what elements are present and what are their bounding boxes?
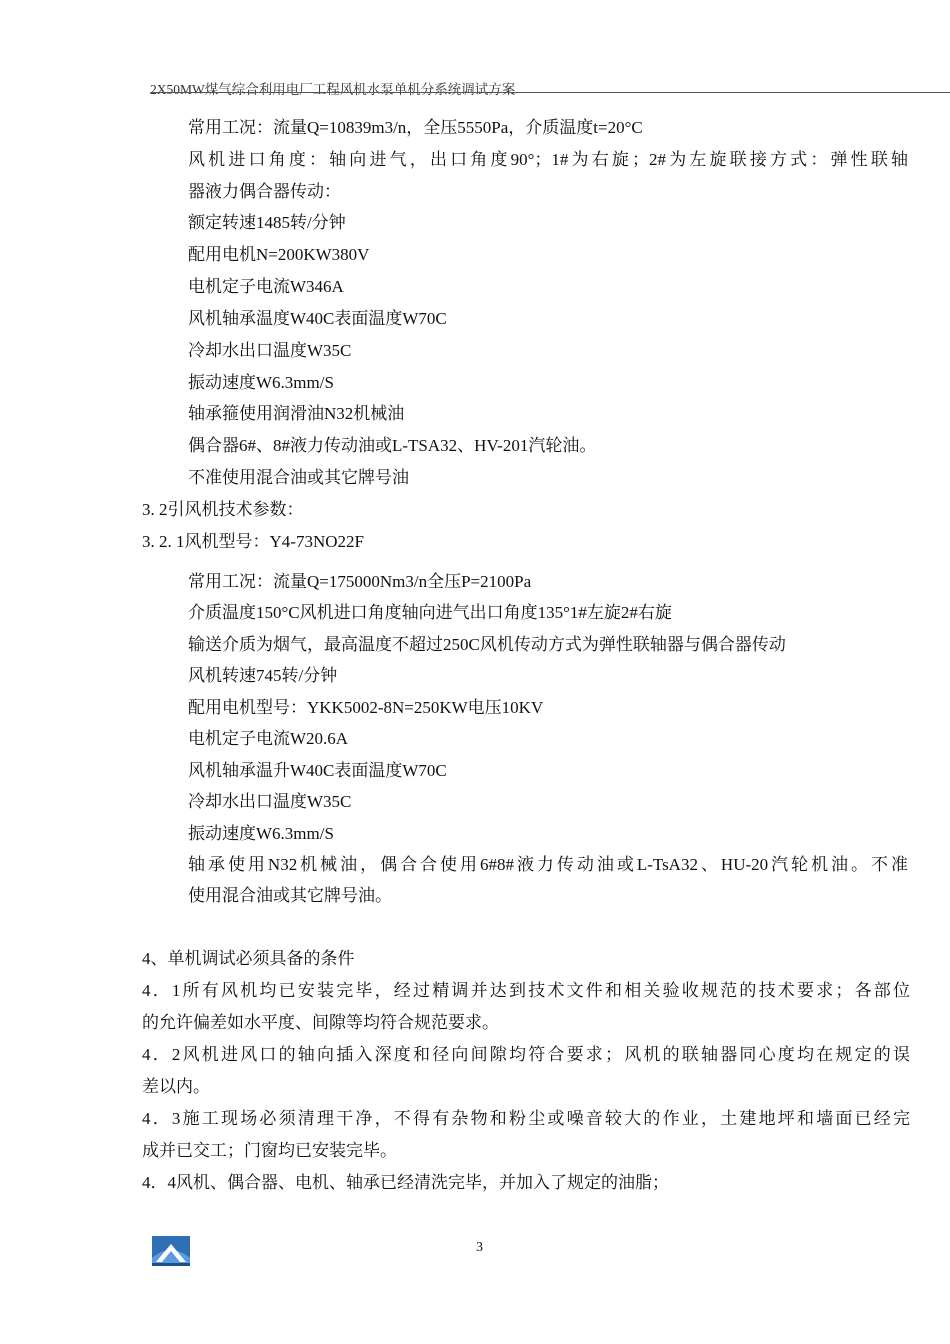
header-rule	[150, 92, 950, 93]
text-line: 额定转速1485转/分钟	[188, 213, 346, 232]
header-title: 2X50MW煤气综合利用电厂工程风机水泵单机分系统调试方案	[150, 82, 516, 97]
text-line: 成并已交工；门窗均已安装完毕。	[142, 1141, 397, 1160]
text-line: 电机定子电流W346A	[188, 277, 344, 296]
text-line: 4．2风机进风口的轴向插入深度和径向间隙均符合要求；风机的联轴器同心度均在规定的误	[142, 1045, 910, 1064]
text-line: 电机定子电流W20.6A	[188, 729, 349, 748]
text-line: 输送介质为烟气，最高温度不超过250C风机传动方式为弹性联轴器与偶合器传动	[188, 635, 786, 654]
company-logo-icon	[152, 1236, 190, 1266]
text-line: 冷却水出口温度W35C	[188, 341, 352, 360]
text-line: 器液力偶合器传动：	[188, 182, 341, 201]
text-line: 振动速度W6.3mm/S	[188, 373, 334, 392]
text-line: 配用电机N=200KW380V	[188, 245, 370, 264]
text-line: 风机轴承温升W40C表面温度W70C	[188, 761, 447, 780]
text-line: 配用电机型号：YKK5002-8N=250KW电压10KV	[188, 698, 544, 717]
text-line: 风机轴承温度W40C表面温度W70C	[188, 309, 447, 328]
page-number: 3	[476, 1240, 483, 1255]
text-line: 振动速度W6.3mm/S	[188, 824, 334, 843]
text-line: 的允许偏差如水平度、间隙等均符合规范要求。	[142, 1013, 499, 1032]
section-heading: 4、单机调试必须具备的条件	[142, 949, 355, 968]
subsection-heading: 3. 2. 1风机型号：Y4-73NO22F	[142, 532, 364, 551]
text-line: 4．1所有风机均已安装完毕，经过精调并达到技术文件和相关验收规范的技术要求；各部位	[142, 981, 910, 1000]
text-line: 偶合器6#、8#液力传动油或L-TSA32、HV-201汽轮油。	[188, 436, 597, 455]
text-line: 常用工况：流量Q=175000Nm3/n全压P=2100Pa	[188, 572, 532, 591]
text-line: 常用工况：流量Q=10839m3/n，全压5550Pa，介质温度t=20°C	[188, 118, 643, 137]
section-heading: 3. 2引风机技术参数：	[142, 500, 304, 519]
text-line: 4．4风机、偶合器、电机、轴承已经清洗完毕，并加入了规定的油脂；	[142, 1173, 669, 1192]
text-line: 风机进口角度：轴向进气，出口角度90°；1#为右旋；2#为左旋联接方式：弹性联轴	[188, 150, 908, 169]
text-line: 介质温度150°C风机进口角度轴向进气出口角度135°1#左旋2#右旋	[188, 603, 672, 622]
text-line: 使用混合油或其它牌号油。	[188, 886, 392, 905]
text-line: 不准使用混合油或其它牌号油	[188, 468, 409, 487]
text-line: 冷却水出口温度W35C	[188, 792, 352, 811]
text-line: 风机转速745转/分钟	[188, 666, 338, 685]
text-line: 轴承使用N32机械油，偶合合使用6#8#液力传动油或L-TsA32、HU-20汽轮机油。不准	[188, 855, 908, 874]
text-line: 轴承箍使用润滑油N32机械油	[188, 404, 405, 423]
text-line: 4．3施工现场必须清理干净，不得有杂物和粉尘或噪音较大的作业，土建地坪和墙面已经完	[142, 1109, 910, 1128]
text-line: 差以内。	[142, 1077, 210, 1096]
